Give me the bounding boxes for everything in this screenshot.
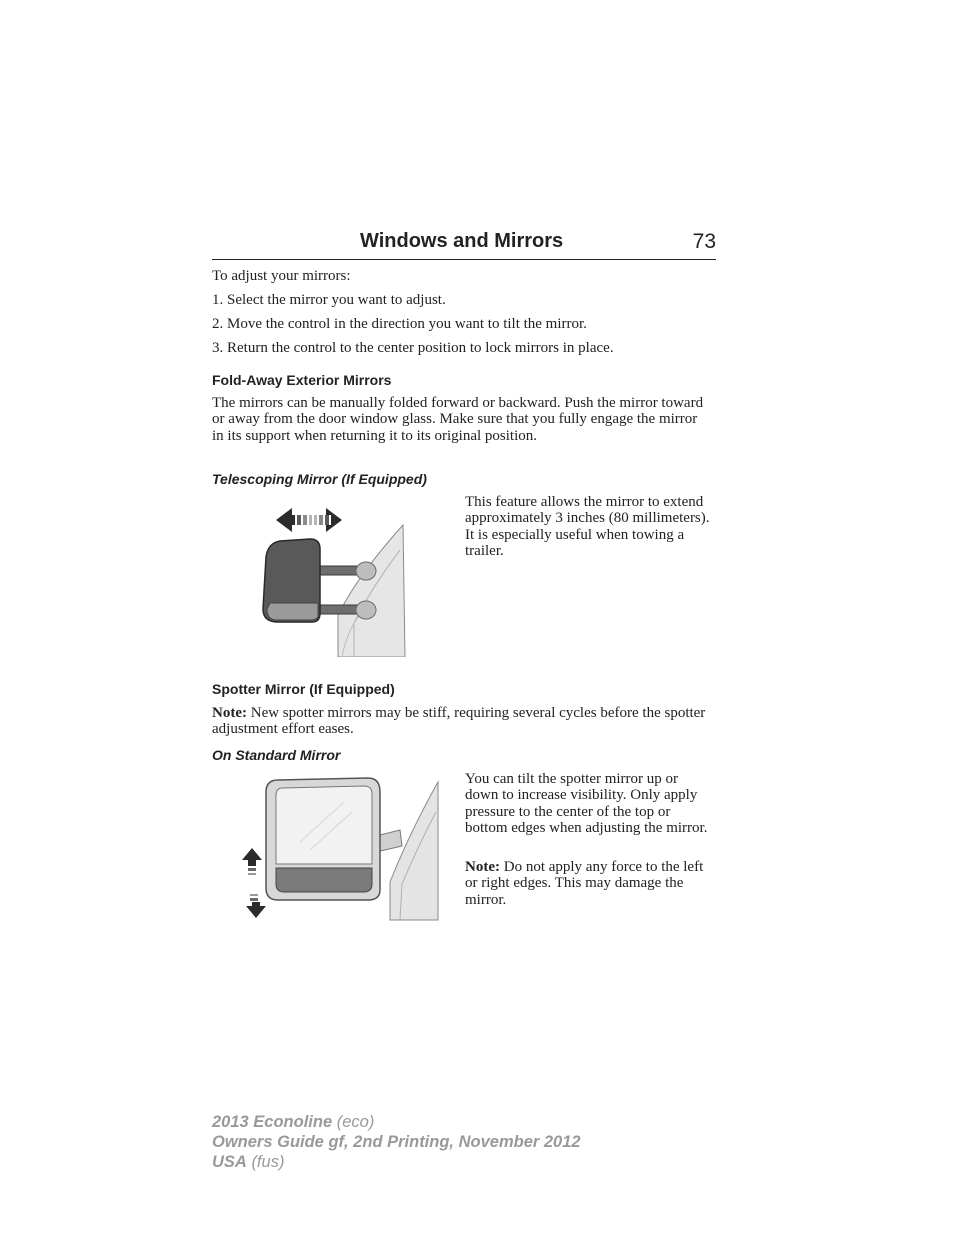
footer-region: USA <box>212 1153 247 1171</box>
step-2: 2. Move the control in the direction you want to tilt the mirror. <box>212 316 587 332</box>
spotter-note-label: Note: <box>212 705 247 721</box>
standard-text: You can tilt the spotter mirror up or down to increase visibility. Only apply pressure to the center of the top or bottom edges when adjusting the mirror. <box>465 771 708 836</box>
footer-model: 2013 Econoline <box>212 1113 333 1131</box>
standard-heading: On Standard Mirror <box>212 747 341 763</box>
spotter-note <box>212 705 710 738</box>
spotter-heading: Spotter Mirror (If Equipped) <box>212 681 395 697</box>
intro-lead: To adjust your mirrors: <box>212 268 351 284</box>
section-title: Windows and Mirrors <box>360 230 564 252</box>
footer-region-line <box>212 1152 581 1172</box>
footer-region-code: (fus) <box>251 1153 285 1171</box>
page-header <box>212 228 716 260</box>
fold-away-text: The mirrors can be manually folded forward or backward. Push the mirror toward or away from the door window glass. Make sure that you fully engage the mirror in its support when returning it to its original position. <box>212 395 704 444</box>
telescoping-mirror-illustration <box>258 505 408 657</box>
step-3: 3. Return the control to the center position to lock mirrors in place. <box>212 340 614 356</box>
telescoping-text: This feature allows the mirror to extend approximately 3 inches (80 millimeters). It is especially useful when towing a trailer. <box>465 494 710 559</box>
standard-mirror-illustration <box>240 772 440 922</box>
standard-note-label: Note: <box>465 859 500 875</box>
page-number: 73 <box>692 230 716 253</box>
standard-note <box>465 859 717 908</box>
standard-note-text: Do not apply any force to the left or right edges. This may damage the mirror. <box>465 859 704 908</box>
page-footer <box>212 1112 581 1172</box>
footer-model-line <box>212 1112 581 1132</box>
footer-guide: Owners Guide gf, 2nd Printing, November 2012 <box>212 1133 581 1151</box>
fold-away-heading: Fold-Away Exterior Mirrors <box>212 372 392 388</box>
tilt-down-arrow-icon <box>246 894 266 918</box>
footer-model-code: (eco) <box>336 1113 375 1131</box>
telescoping-heading: Telescoping Mirror (If Equipped) <box>212 471 427 487</box>
spotter-note-text: New spotter mirrors may be stiff, requiring several cycles before the spotter adjustment effort eases. <box>212 705 706 738</box>
step-1: 1. Select the mirror you want to adjust. <box>212 292 446 308</box>
tilt-up-arrow-icon <box>242 848 262 875</box>
telescoping-arrow-icon <box>276 508 342 532</box>
